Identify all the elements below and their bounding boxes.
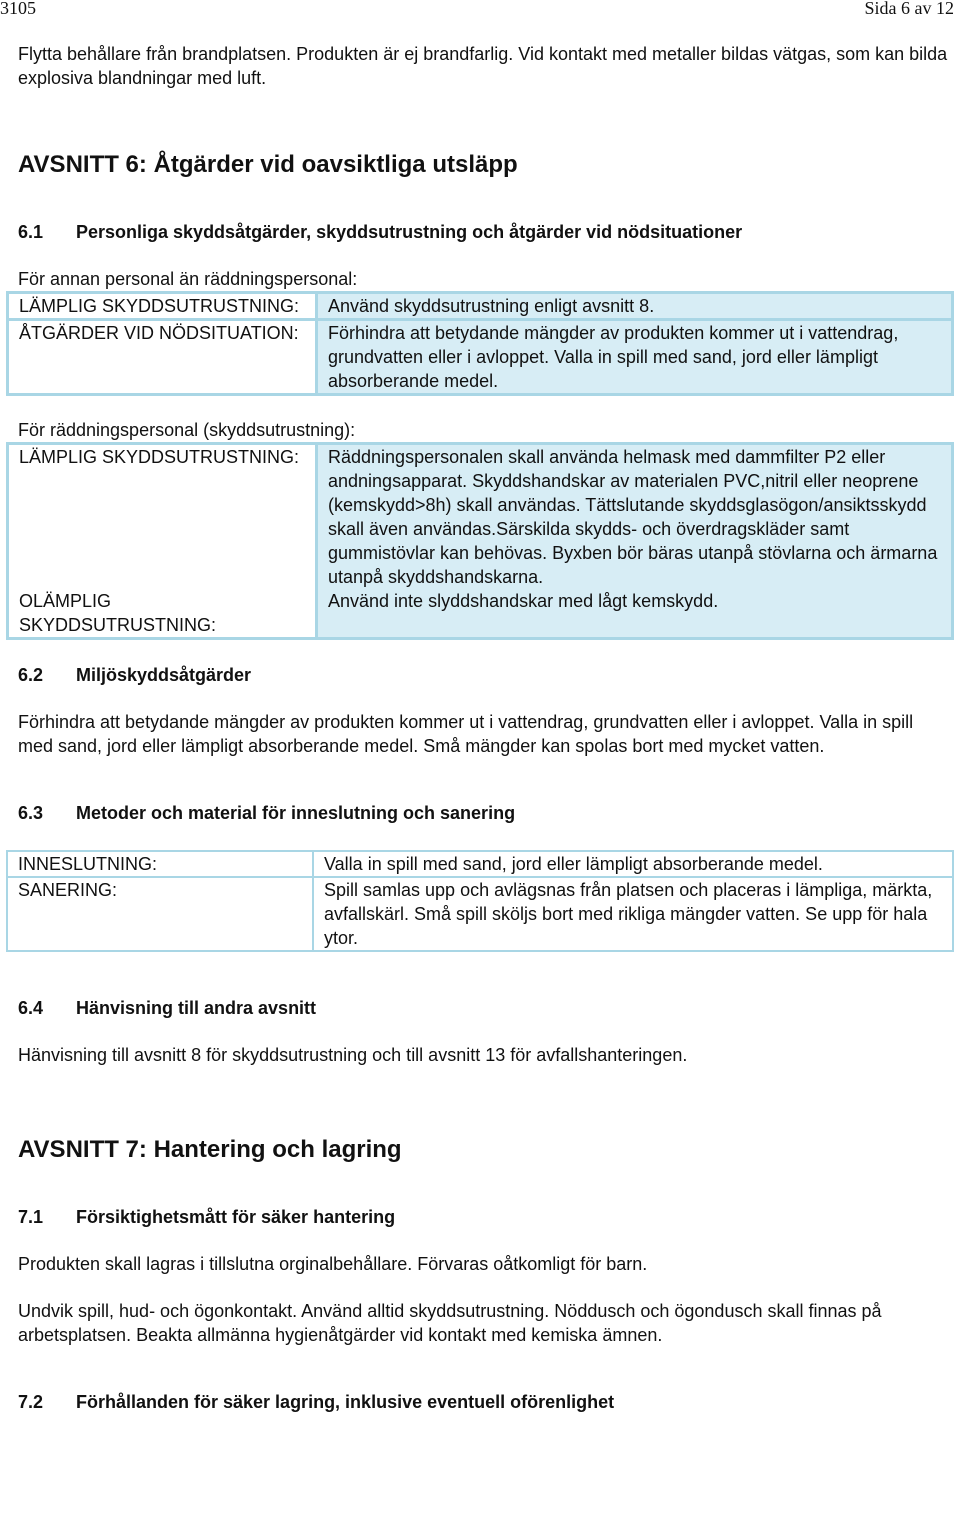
subsection-heading: Miljöskyddsåtgärder [76, 665, 252, 685]
section-6-title: AVSNITT 6: Åtgärder vid oavsiktliga utsläpp [18, 151, 518, 178]
table-row [8, 444, 953, 590]
page-number: Sida 6 av 12 [864, 0, 954, 18]
row-value [313, 877, 953, 951]
row-key [7, 877, 313, 951]
key-text: SANERING: [18, 880, 118, 900]
key-text: INNESLUTNING: [18, 854, 158, 874]
row-value [317, 293, 953, 320]
table-row [8, 293, 953, 320]
subsection-6-2-title [18, 663, 948, 687]
subsection-number: 6.1 [18, 222, 44, 242]
row-key [8, 444, 317, 590]
rescue-staff-table [6, 442, 954, 640]
other-staff-table [6, 291, 954, 396]
key-text: ÅTGÄRDER VID NÖDSITUATION: [19, 323, 299, 343]
value-text: Valla in spill med sand, jord eller lämpligt absorberande medel. [324, 854, 823, 874]
row-key [8, 589, 317, 639]
subsection-number: 6.4 [18, 998, 44, 1018]
subsection-7-2-title [18, 1390, 948, 1414]
rescue-staff-label: För räddningspersonal (skyddsutrustning): [18, 420, 356, 440]
row-key [8, 293, 317, 320]
containment-table [6, 850, 954, 952]
subsection-7-1-title [18, 1205, 948, 1229]
table-row [7, 851, 953, 877]
subsection-heading: Metoder och material för inneslutning och sanering [76, 803, 516, 823]
subsection-heading: Personliga skyddsåtgärder, skyddsutrustning och åtgärder vid nödsituationer [76, 222, 743, 242]
subsection-6-1-title [18, 220, 948, 244]
subsection-7-1-text-2: Undvik spill, hud- och ögonkontakt. Använd alltid skyddsutrustning. Nöddusch och ögondusch skall finnas på arbetsplatsen. Beakta allmänna hygienåtgärder vid kontakt med kemiska ämnen. [18, 1301, 882, 1345]
row-value [313, 851, 953, 877]
table-row [8, 589, 953, 639]
section-7-title: AVSNITT 7: Hantering och lagring [18, 1136, 402, 1163]
row-value [317, 320, 953, 395]
document-body [18, 42, 948, 1414]
value-text: Spill samlas upp och avlägsnas från platsen och placeras i lämpliga, märkta, avfallskärl. Små spill sköljs bort med rikliga mängder vatten. Se upp för hala ytor. [324, 880, 933, 948]
value-text: Förhindra att betydande mängder av produkten kommer ut i vattendrag, grundvatten eller i avloppet. Valla in spill med sand, jord eller lämpligt absorberande medel. [328, 323, 899, 391]
page-header [0, 0, 960, 24]
row-value [317, 589, 953, 639]
key-text: LÄMPLIG SKYDDSUTRUSTNING: [19, 296, 300, 316]
row-key [8, 320, 317, 395]
subsection-6-2-text: Förhindra att betydande mängder av produkten kommer ut i vattendrag, grundvatten eller i avloppet. Valla in spill med sand, jord eller lämpligt absorberande medel. Små mängder kan spolas bort med mycket vatten. [18, 712, 914, 756]
subsection-number: 7.1 [18, 1207, 44, 1227]
subsection-heading: Hänvisning till andra avsnitt [76, 998, 317, 1018]
subsection-number: 6.2 [18, 665, 44, 685]
row-key [7, 851, 313, 877]
key-text: LÄMPLIG SKYDDSUTRUSTNING: [19, 447, 300, 467]
value-text: Använd inte slyddshandskar med lågt kemskydd. [328, 591, 719, 611]
intro-paragraph: Flytta behållare från brandplatsen. Produkten är ej brandfarlig. Vid kontakt med metaller bildas vätgas, som kan bilda explosiva blandningar med luft. [18, 44, 948, 88]
subsection-7-1-text-1: Produkten skall lagras i tillslutna orginalbehållare. Förvaras oåtkomligt för barn. [18, 1254, 648, 1274]
subsection-6-3-title [18, 801, 948, 825]
subsection-6-4-text: Hänvisning till avsnitt 8 för skyddsutrustning och till avsnitt 13 för avfallshanteringen. [18, 1045, 688, 1065]
subsection-6-4-title [18, 996, 948, 1020]
row-value [317, 444, 953, 590]
table-row [8, 320, 953, 395]
subsection-heading: Förhållanden för säker lagring, inklusive eventuell oförenlighet [76, 1392, 615, 1412]
subsection-number: 7.2 [18, 1392, 44, 1412]
subsection-heading: Försiktighetsmått för säker hantering [76, 1207, 396, 1227]
table-row [7, 877, 953, 951]
value-text: Använd skyddsutrustning enligt avsnitt 8. [328, 296, 655, 316]
key-text: OLÄMPLIG SKYDDSUTRUSTNING: [19, 591, 217, 635]
document-number: 3105 [0, 0, 36, 18]
subsection-number: 6.3 [18, 803, 44, 823]
other-staff-label: För annan personal än räddningspersonal: [18, 269, 358, 289]
value-text: Räddningspersonalen skall använda helmask med dammfilter P2 eller andningsapparat. Skyddshandskar av materialen PVC,nitril eller neoprene (kemskydd>8h) skall användas. Tättslutande skyddsglasögon/ansiktsskydd skall även användas.Särskilda skydds- och överdragskläder samt gummistövlar kan behövas. Byxben bör bäras utanpå stövlarna och ärmarna utanpå skyddshandskarna. [328, 447, 938, 587]
